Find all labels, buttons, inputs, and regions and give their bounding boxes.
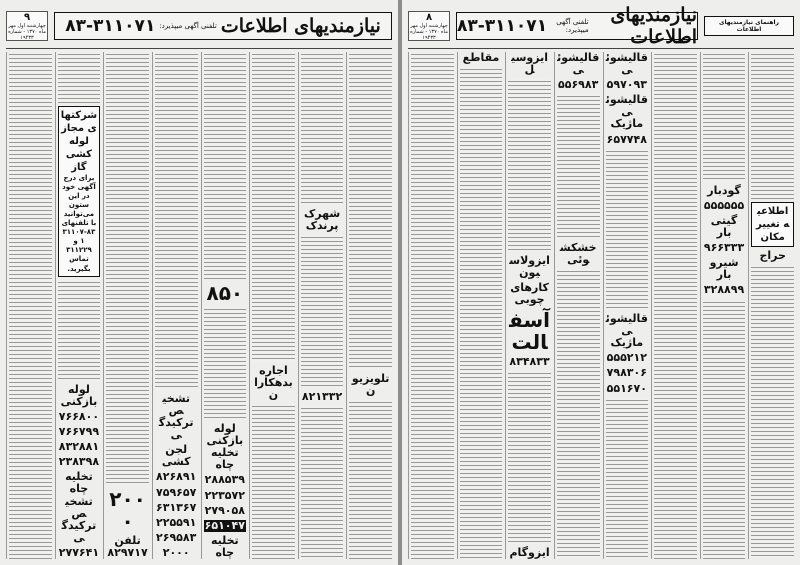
- classified-text-block: [606, 398, 649, 559]
- ad: قالیشوئی ماژیک: [605, 312, 648, 350]
- column: [55, 52, 101, 559]
- header-phone: ۸۳-۳۱۱۰۷۱: [457, 16, 548, 36]
- page-number: ۹: [23, 12, 31, 23]
- ad: ایزوگام: [509, 545, 550, 559]
- page-number: ۸: [425, 12, 433, 23]
- column: [408, 52, 454, 559]
- column: [6, 52, 52, 559]
- ad: ۹۶۶۳۳۳: [703, 241, 745, 255]
- ad: آسفالت: [509, 308, 551, 355]
- page-header: [408, 4, 794, 48]
- ad: ۲۶۹۵۸۳: [156, 530, 197, 544]
- ad: ۲۷۷۶۴۱: [58, 545, 100, 559]
- gas-notice-box: [58, 106, 101, 277]
- classified-columns: [408, 48, 794, 559]
- classified-text-block: [703, 300, 746, 560]
- classified-text-block: [301, 52, 344, 205]
- ad: ایزوسیل: [508, 52, 551, 76]
- ad: ۵۵۵۲۱۲: [606, 351, 647, 365]
- header-subtitle: تلفنی آگهی میپذیرد:: [159, 22, 217, 30]
- classified-text-block: [751, 52, 794, 199]
- ad: ۲۷۹۰۵۸: [204, 503, 245, 517]
- ad: شهرک پرندک: [301, 208, 344, 232]
- column: [457, 52, 503, 559]
- ad: ۲۰۰۰: [106, 488, 149, 532]
- column: [249, 52, 295, 559]
- classified-text-block: [508, 79, 551, 252]
- page-number-box: [408, 11, 450, 41]
- guide-box: راهنمای نیازمندیهای اطلاعات: [704, 16, 794, 36]
- classified-text-block: [411, 52, 454, 559]
- page-9: [0, 0, 398, 565]
- ad: ۲۲۵۵۹۱: [156, 515, 197, 529]
- ad: ۳۲۸۸۹۹: [703, 283, 745, 297]
- classified-text-block: [557, 269, 600, 559]
- ad: ۷۹۸۳۰۶: [606, 366, 647, 380]
- page-number-box: [6, 11, 48, 41]
- ad: قالیشوئی: [605, 52, 648, 77]
- header-phone: ۸۳-۳۱۱۰۷۱: [65, 16, 156, 36]
- classified-text-block: [349, 400, 392, 559]
- ad: لوله بازکنی: [58, 384, 101, 408]
- ad: اجاره بدهکاران: [254, 363, 293, 401]
- ad: ۵۹۷۰۹۳: [606, 78, 647, 92]
- ad: ۵۵۶۹۸۳: [558, 78, 599, 92]
- ad: ۷۶۶۷۹۹: [58, 425, 100, 439]
- ad: ۸۳۴۸۳۳: [509, 355, 550, 369]
- classified-text-block: [654, 52, 697, 559]
- ad: ۵۵۵۵۵۵: [703, 198, 745, 212]
- ad: ۵۵۱۶۷۰: [606, 381, 647, 395]
- ad: ۲۰۰۰: [155, 547, 198, 559]
- classified-text-block: [349, 52, 392, 370]
- ad: لوله بازکنی تخلیه چاه: [204, 423, 247, 471]
- header-title: نیازمندیهای اطلاعات: [220, 15, 381, 37]
- ad: ۸۲۶۸۹۱: [156, 470, 197, 484]
- ad: ۲۸۸۵۳۹: [204, 473, 245, 487]
- ad: خشکشوئی: [557, 242, 600, 266]
- header-subtitle: تلفنی آگهی میپذیرد:: [556, 18, 589, 34]
- classified-text-block: [204, 307, 247, 420]
- column: [505, 52, 551, 559]
- column: [651, 52, 697, 559]
- ad: ۸۳۲۸۸۱: [58, 440, 100, 454]
- ad: گودبار: [703, 185, 746, 197]
- ad: تخلیه چاه: [204, 535, 247, 559]
- ad: تلفن ۸۲۹۷۱۷: [107, 533, 148, 559]
- classified-text-block: [703, 52, 746, 182]
- relocation-notice: [751, 202, 794, 247]
- ad: ۸۵۰: [204, 282, 247, 304]
- classified-text-block: [252, 52, 295, 362]
- ad: تلویزیون: [349, 373, 392, 397]
- ad: ۷۶۶۸۰۰: [58, 409, 100, 423]
- header-banner: [456, 4, 698, 48]
- issue-date: چهارشنبه اول مهر ماه ۱۳۷۰ - شماره ۱۹۴۳۳: [8, 23, 46, 41]
- ad: لجن کشی: [155, 444, 198, 468]
- ad: شیرو بار: [703, 257, 746, 281]
- ad: ۶۵۱۰۴۷: [204, 518, 245, 532]
- classified-text-block: [204, 52, 247, 279]
- ad: قالیشوئی: [557, 52, 600, 77]
- notice-body: برای درج آگهی خود در این ستون می‌توانید با تلفنهای ۸۳-۳۱۱۰۷۱ و ۳۱۱۲۲۹ تماس بگیرید.: [61, 173, 97, 273]
- header-banner: [54, 12, 392, 40]
- ad: ایزولاسیون: [509, 253, 550, 279]
- classified-text-block: [155, 52, 198, 390]
- ad: قالیشوئی ماژیک: [605, 93, 648, 131]
- column: [298, 52, 344, 559]
- ad: ۶۳۱۳۶۷: [156, 500, 197, 514]
- column: [748, 52, 794, 559]
- ad: کارهای چوبی: [510, 281, 549, 307]
- ad: ۲۳۸۳۹۸: [58, 455, 100, 469]
- classified-text-block: [58, 52, 101, 103]
- ad: حراج: [751, 250, 794, 262]
- classified-text-block: [557, 94, 600, 239]
- column: [152, 52, 198, 559]
- page-8: [402, 0, 800, 565]
- classified-text-block: [751, 265, 794, 559]
- ad: ۸۲۱۳۳۲: [301, 390, 343, 403]
- classified-text-block: [252, 404, 295, 559]
- ad: تشخیص ترکیدگی: [155, 393, 198, 441]
- header-title: نیازمندیهای اطلاعات: [610, 4, 697, 48]
- column: [346, 52, 392, 559]
- classified-text-block: [301, 235, 344, 388]
- column: [700, 52, 746, 559]
- ad: تخلیه چاه تشخیص ترکیدگی: [58, 471, 101, 544]
- classified-text-block: [58, 280, 101, 381]
- classified-text-block: [606, 149, 649, 310]
- classified-columns: [6, 48, 392, 559]
- relocation-notice-title: اطلاعیه تغییر مکان: [756, 205, 790, 243]
- ad: ۶۵۷۷۴۸: [606, 132, 647, 146]
- ad: ۲۲۳۵۷۲: [204, 488, 245, 502]
- column: [554, 52, 600, 559]
- issue-date: چهارشنبه اول مهر ماه ۱۳۷۰ - شماره ۱۹۴۳۳: [410, 23, 448, 41]
- column: [103, 52, 149, 559]
- ad: ۷۵۹۶۵۷: [156, 485, 197, 499]
- column: [201, 52, 247, 559]
- ad: گیتی بار: [703, 215, 746, 239]
- classified-text-block: [301, 406, 344, 559]
- column: [603, 52, 649, 559]
- notice-title: شرکتهای مجاز لوله کشی گاز: [60, 109, 98, 173]
- classified-text-block: [106, 52, 149, 485]
- classified-text-block: [460, 67, 503, 559]
- ad: مقاطع: [460, 52, 503, 64]
- classified-text-block: [9, 52, 52, 559]
- classified-text-block: [508, 371, 551, 544]
- page-header: [6, 8, 392, 44]
